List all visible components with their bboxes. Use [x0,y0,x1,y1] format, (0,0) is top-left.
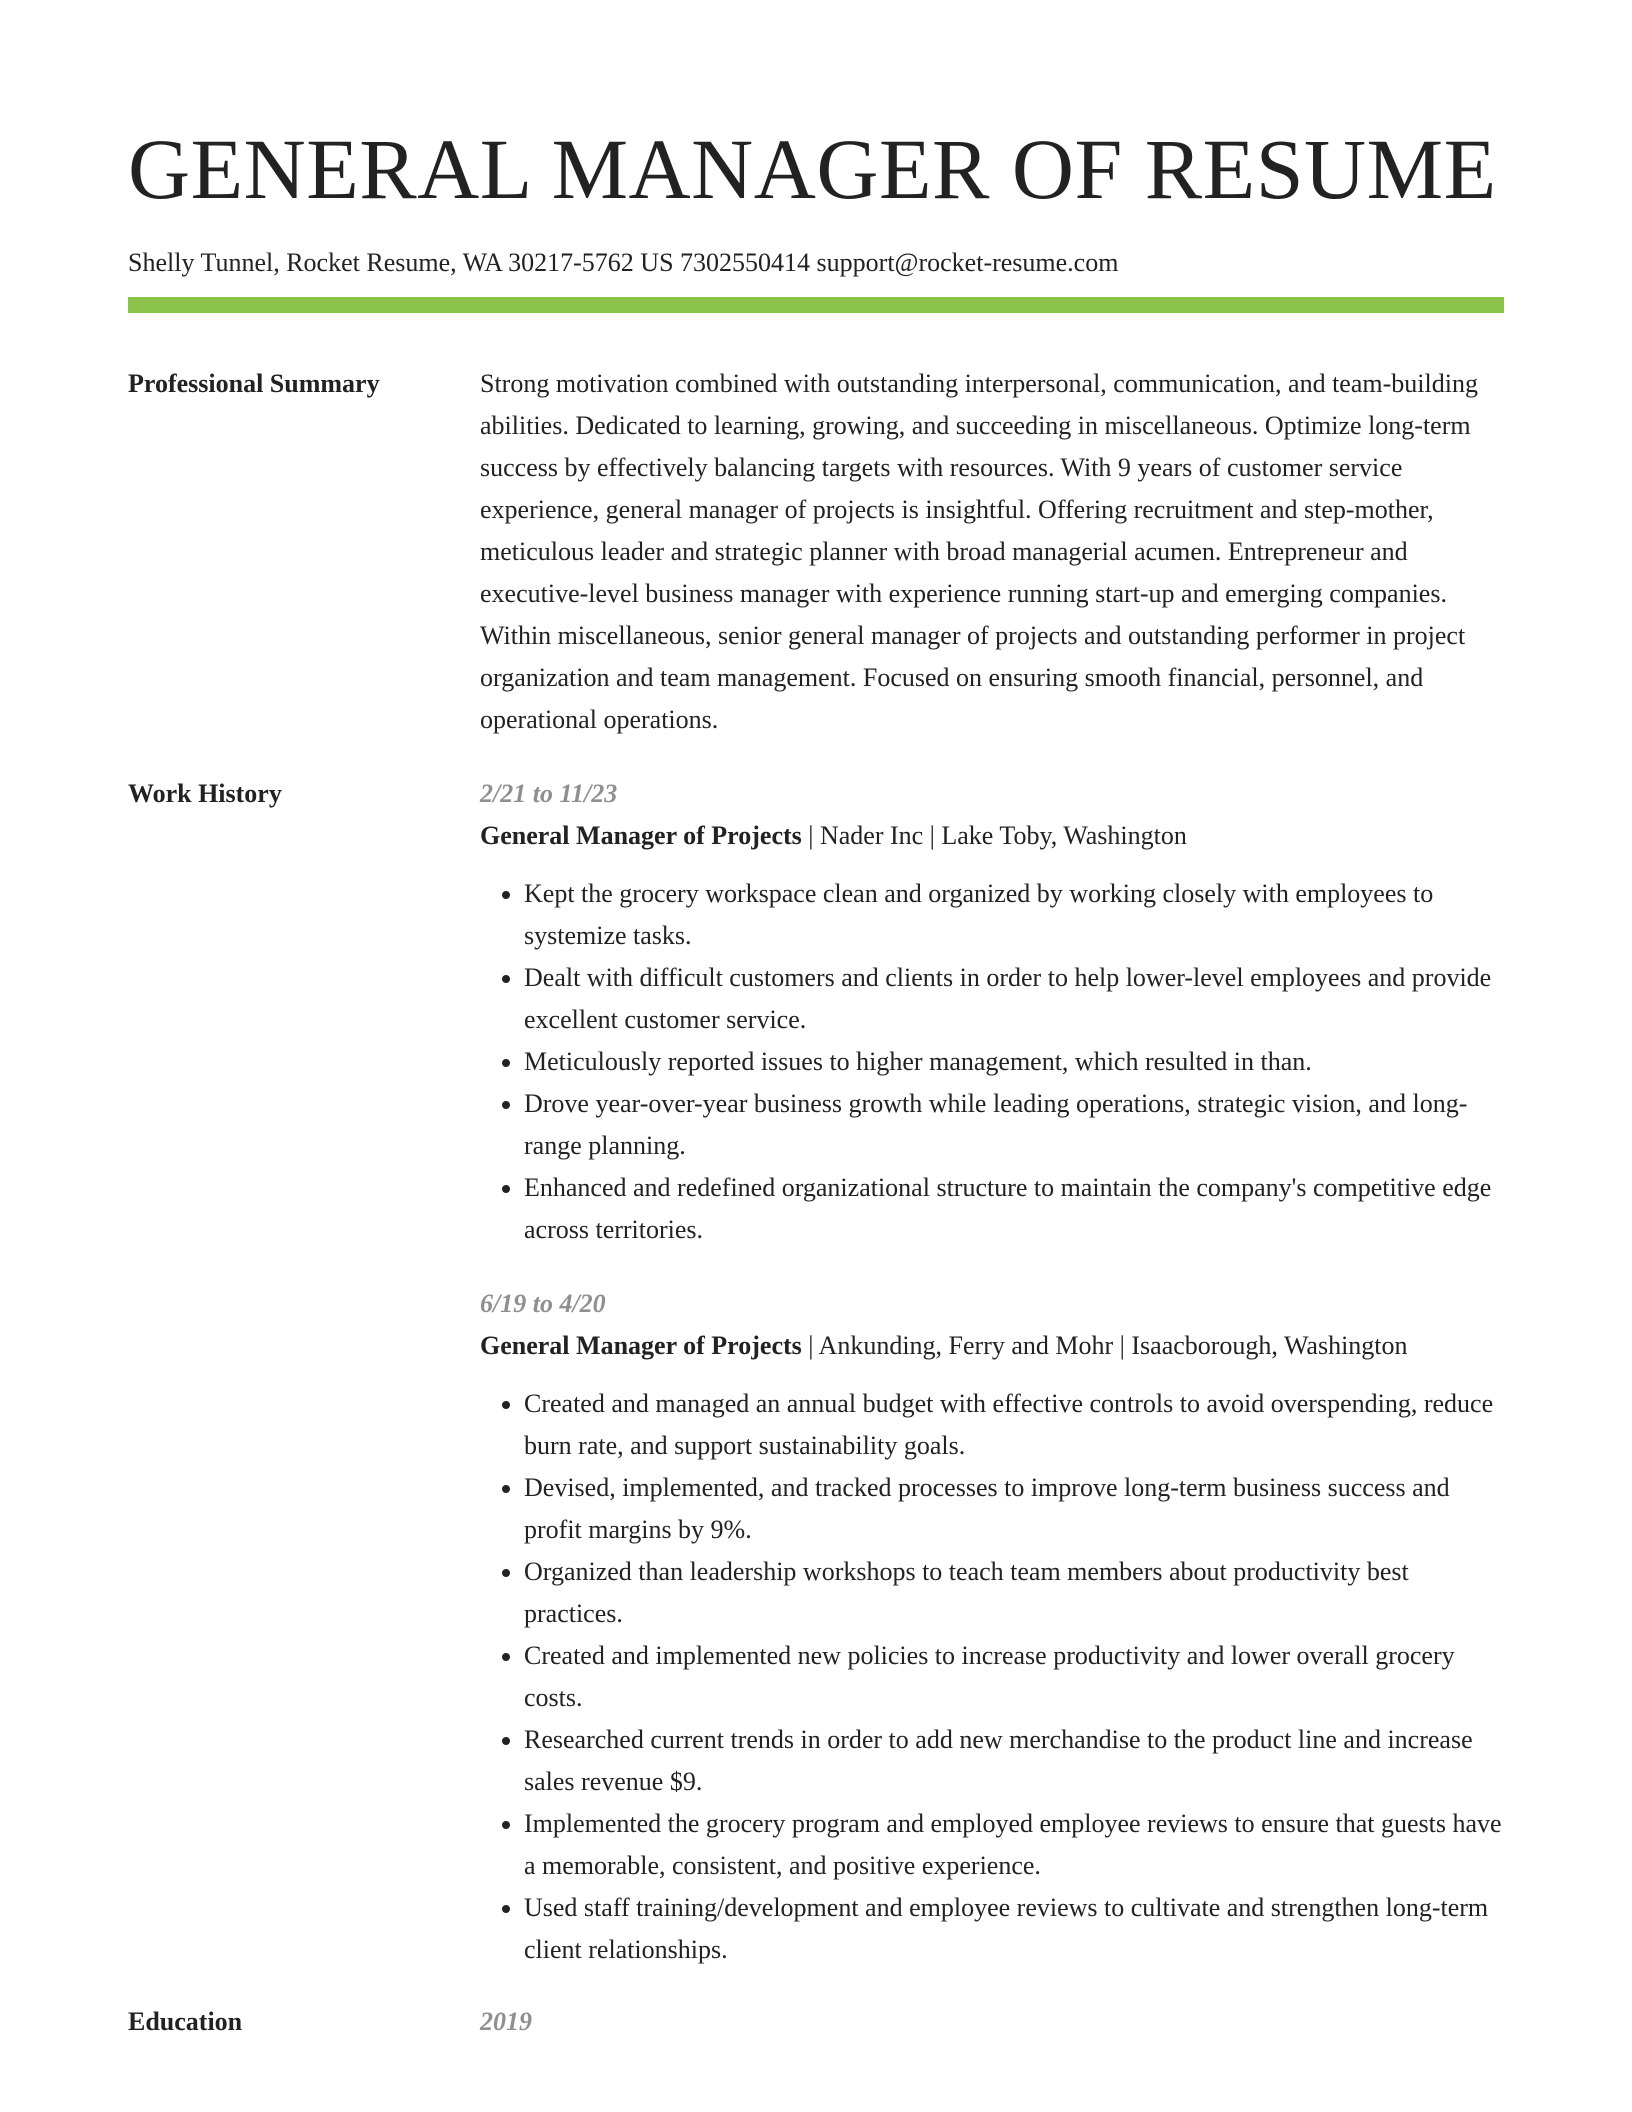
summary-text: Strong motivation combined with outstanding interpersonal, communication, and team-building abilities. Dedicated to learning, growing, and succeeding in miscellaneous. Optimize long-term success by effectively balancing targets with resources. With 9 years of customer service experience, general manager of projects is insightful. Offering recruitment and step-mother, meticulous leader and strategic planner with broad managerial acumen. Entrepreneur and executive-level business manager with experience running start-up and emerging companies. Within miscellaneous, senior general manager of projects and outstanding performer in project organization and team management. Focused on ensuring smooth financial, personnel, and operational operations. [480,369,1478,734]
job-details: | Ankunding, Ferry and Mohr | Isaacborough, Washington [801,1331,1408,1360]
job-entry [480,1283,1504,1971]
job-bullet: • Dealt with difficult customers and clients in order to help lower-level employees and provide excellent customer service. [524,957,1504,1041]
job-bullet: • Used staff training/development and employee reviews to cultivate and strengthen long-term client relationships. [524,1887,1504,1971]
job-bullet: • Drove year-over-year business growth while leading operations, strategic vision, and long-range planning. [524,1083,1504,1167]
job-bullet: • Created and managed an annual budget with effective controls to avoid overspending, reduce burn rate, and support sustainability goals. [524,1383,1504,1467]
resume-page [128,0,1504,2043]
job-bullet: • Organized than leadership workshops to teach team members about productivity best practices. [524,1551,1504,1635]
education-body [480,2001,1504,2043]
job-bullet: • Researched current trends in order to add new merchandise to the product line and increase sales revenue $9. [524,1719,1504,1803]
job-title: General Manager of Projects [480,821,802,850]
job-bullet: • Devised, implemented, and tracked processes to improve long-term business success and profit margins by 9%. [524,1467,1504,1551]
summary-section [128,363,1504,741]
job-bullet: • Meticulously reported issues to higher management, which resulted in than. [524,1041,1504,1083]
job-bullet: • Implemented the grocery program and employed employee reviews to ensure that guests have a memorable, consistent, and positive experience. [524,1803,1504,1887]
job-heading [480,815,1504,857]
job-bullet: • Kept the grocery workspace clean and organized by working closely with employees to systemize tasks. [524,873,1504,957]
job-title: General Manager of Projects [480,1331,802,1360]
job-details: | Nader Inc | Lake Toby, Washington [801,821,1187,850]
job-heading [480,1325,1504,1367]
job-bullet: • Enhanced and redefined organizational structure to maintain the company's competitive edge across territories. [524,1167,1504,1251]
resume-title: GENERAL MANAGER OF RESUME [128,121,1497,217]
job-bullets [480,873,1504,1251]
job-dates: 6/19 to 4/20 [480,1289,606,1318]
job-bullets [480,1383,1504,1971]
summary-body [480,363,1504,741]
work-history-label: Work History [128,779,282,808]
job-dates: 2/21 to 11/23 [480,779,618,808]
job-bullet: • Created and implemented new policies to increase productivity and lower overall grocery costs. [524,1635,1504,1719]
education-label: Education [128,2007,243,2036]
work-history-body [480,773,1504,1971]
summary-label: Professional Summary [128,369,380,398]
job-entry [480,773,1504,1251]
work-history-section [128,773,1504,1971]
accent-divider [128,297,1504,313]
education-section [128,2001,1504,2043]
contact-line: Shelly Tunnel, Rocket Resume, WA 30217-5762 US 7302550414 support@rocket-resume.com [128,248,1119,277]
education-dates: 2019 [480,2007,532,2036]
